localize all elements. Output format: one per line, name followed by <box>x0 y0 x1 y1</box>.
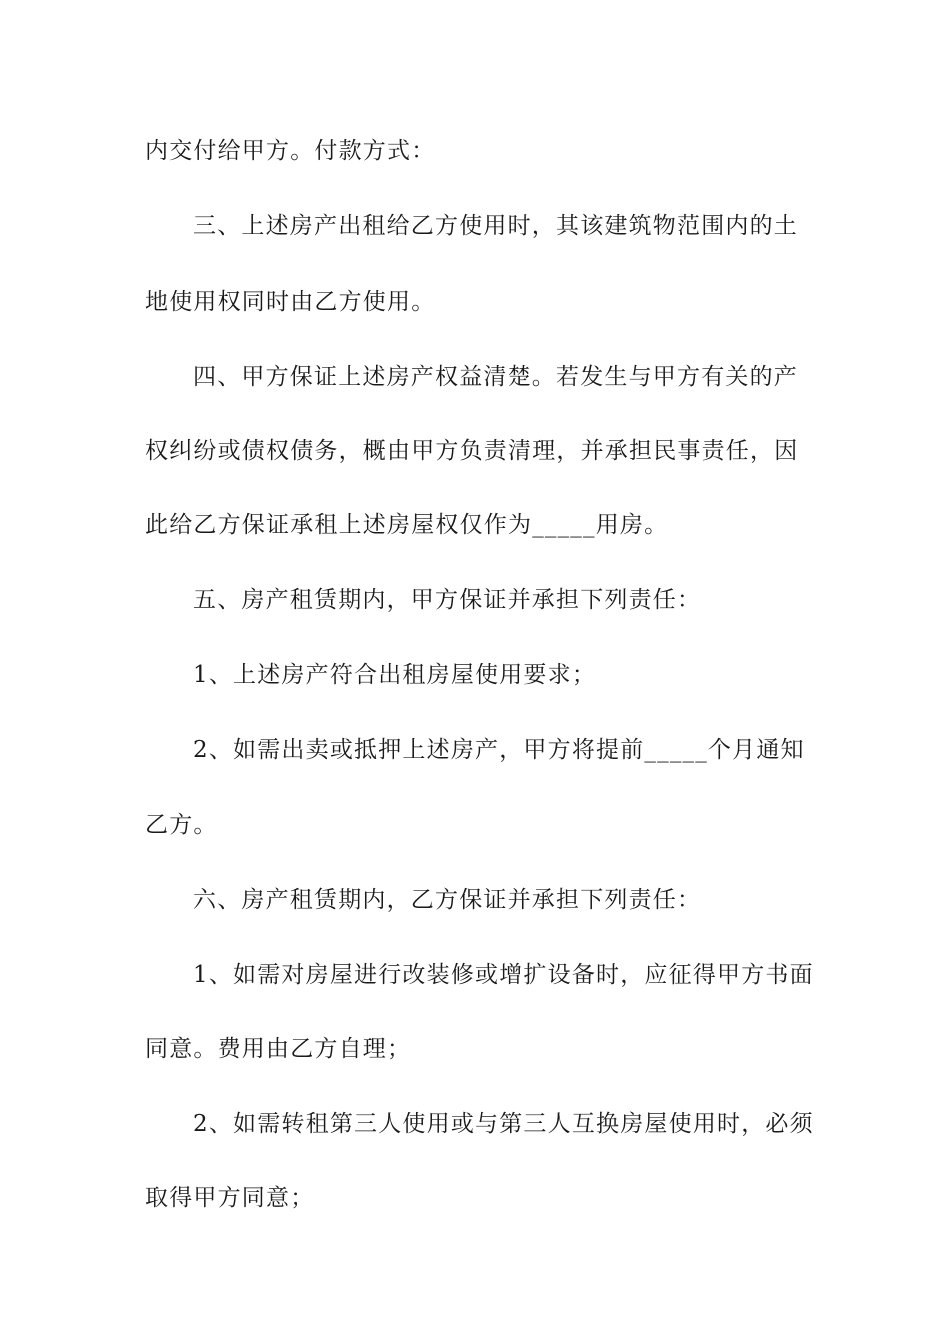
text-line-8: 1、上述房产符合出租房屋使用要求； <box>193 662 597 688</box>
text-line-15: 取得甲方同意； <box>145 1185 315 1211</box>
text-line-2: 三、上述房产出租给乙方使用时，其该建筑物范围内的土 <box>193 213 798 239</box>
text-line-4: 四、甲方保证上述房产权益清楚。若发生与甲方有关的产 <box>193 364 798 390</box>
text-line-12: 1、如需对房屋进行改装修或增扩设备时，应征得甲方书面 <box>193 962 814 988</box>
text-line-7: 五、房产租赁期内，甲方保证并承担下列责任： <box>193 587 702 613</box>
text-line-10: 乙方。 <box>145 812 218 838</box>
text-line-5: 权纠纷或债权债务，概由甲方负责清理，并承担民事责任，因 <box>145 438 799 464</box>
text-line-1: 内交付给甲方。付款方式： <box>145 138 436 164</box>
text-line-3: 地使用权同时由乙方使用。 <box>145 289 436 315</box>
text-line-13: 同意。费用由乙方自理； <box>145 1036 412 1062</box>
text-line-14: 2、如需转租第三人使用或与第三人互换房屋使用时，必须 <box>193 1111 814 1137</box>
text-line-9: 2、如需出卖或抵押上述房产，甲方将提前_____个月通知 <box>193 737 805 763</box>
text-line-6: 此给乙方保证承租上述房屋权仅作为_____用房。 <box>145 512 669 538</box>
text-line-11: 六、房产租赁期内，乙方保证并承担下列责任： <box>193 887 702 913</box>
